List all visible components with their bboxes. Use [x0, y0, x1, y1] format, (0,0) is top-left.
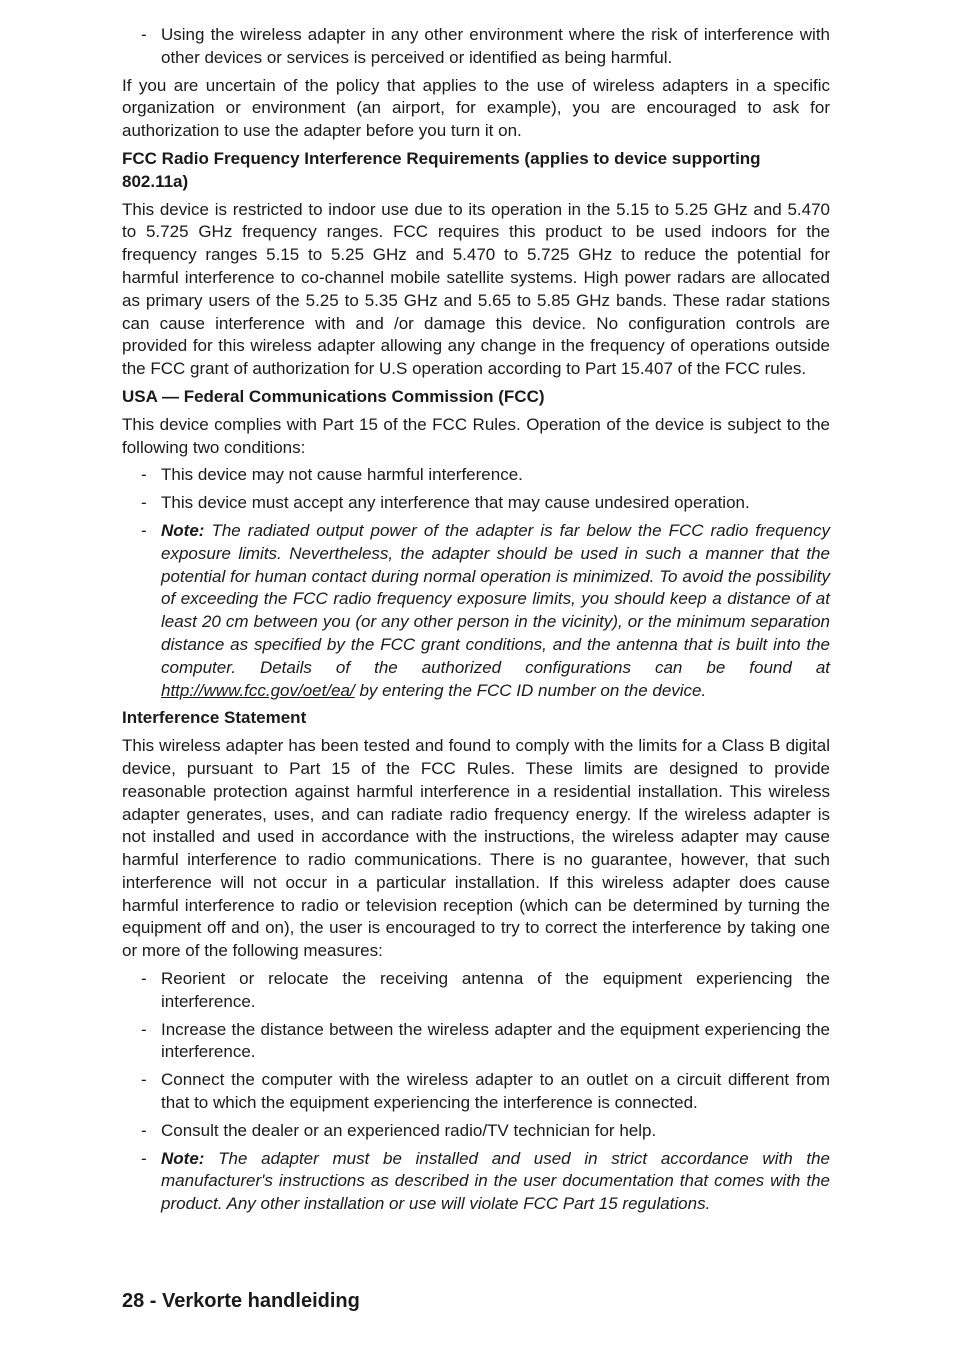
dash-bullet: -	[141, 465, 147, 485]
list-item-text: Increase the distance between the wireless adapter and the equipment experiencing the interference.	[161, 1019, 830, 1062]
list-item-text: Using the wireless adapter in any other environment where the risk of interference with other devices or services is perceived or identified as being harmful.	[161, 25, 830, 67]
note-item	[122, 1148, 830, 1216]
dash-bullet: -	[141, 969, 147, 989]
fcc-link[interactable]: http://www.fcc.gov/oet/ea/	[161, 680, 355, 700]
list-item-text: This device may not cause harmful interference.	[161, 465, 523, 485]
usa-fcc-list	[122, 464, 830, 702]
list-item-text: Connect the computer with the wireless adapter to an outlet on a circuit different from that to which the equipment experiencing the interference is connected.	[161, 1070, 830, 1113]
dash-bullet: -	[141, 25, 147, 44]
dash-bullet: -	[141, 493, 147, 513]
document-page	[122, 24, 830, 1221]
note-text-end: by entering the FCC ID number on the device.	[354, 680, 707, 700]
usa-fcc-paragraph: This device complies with Part 15 of the FCC Rules. Operation of the device is subject to the following two conditions:	[122, 414, 830, 457]
list-item	[122, 464, 830, 487]
dash-bullet: -	[141, 1019, 147, 1039]
fcc-rf-paragraph: This device is restricted to indoor use due to its operation in the 5.15 to 5.25 GHz and 5.470 to 5.725 GHz frequency ranges. FCC requires this product to be used indoors for the frequency ranges 5.15 to 5.25 GHz and 5.470 to 5.725 GHz to reduce the potential for harmful interference to co-channel mobile satellite systems. High power radars are allocated as primary users of the 5.25 to 5.35 GHz and 5.65 to 5.85 GHz bands. These radar stations can cause interference with and /or damage this device. No configuration controls are provided for this wireless adapter allowing any change in the frequency of operations outside the FCC grant of authorization for U.S operation according to Part 15.407 of the FCC rules.	[122, 199, 830, 379]
note-text: The adapter must be installed and used in strict accordance with the manufacturer's instructions as described in the user documentation that comes with the product. Any other installation or use will violate FCC Part 15 regulations.	[161, 1148, 830, 1214]
interference-heading: Interference Statement	[122, 708, 307, 728]
interference-paragraph: This wireless adapter has been tested and found to comply with the limits for a Class B digital device, pursuant to Part 15 of the FCC Rules. These limits are designed to provide reasonable protection against harmful interference in a residential installation. This wireless adapter generates, uses, and can radiate radio frequency energy. If the wireless adapter is not installed and used in accordance with the instructions, the wireless adapter may cause harmful interference to radio communications. There is no guarantee, however, that such interference will not occur in a particular installation. If this wireless adapter does cause harmful interference to radio or television reception (which can be determined by turning the equipment off and on), the user is encouraged to try to correct the interference by taking one or more of the following measures:	[122, 736, 830, 961]
usa-fcc-heading: USA — Federal Communications Commission (FCC)	[122, 386, 545, 406]
list-item	[122, 1019, 830, 1065]
dash-bullet: -	[141, 1148, 147, 1168]
list-item-text: Reorient or relocate the receiving antenna of the equipment experiencing the interference.	[161, 969, 830, 1011]
fcc-rf-heading: FCC Radio Frequency Interference Requirements (applies to device supporting 802.11a)	[122, 148, 761, 191]
list-item	[122, 24, 830, 70]
note-item	[122, 520, 830, 702]
intro-paragraph: If you are uncertain of the policy that applies to the use of wireless adapters in a specific organization or environment (an airport, for example), you are encouraged to ask for authorization to use the adapter before you turn it on.	[122, 75, 830, 141]
dash-bullet: -	[141, 520, 147, 540]
note-label: Note:	[161, 520, 205, 540]
note-label: Note:	[161, 1148, 205, 1168]
list-item-text: Consult the dealer or an experienced radio/TV technician for help.	[161, 1120, 657, 1140]
dash-bullet: -	[141, 1070, 147, 1090]
list-item	[122, 1069, 830, 1115]
list-item	[122, 968, 830, 1014]
page-footer: 28 - Verkorte handleiding	[122, 1290, 360, 1312]
list-item	[122, 1120, 830, 1143]
note-text: The radiated output power of the adapter is far below the FCC radio frequency exposure limits. Nevertheless, the adapter should be used in such a manner that the potential for human contact during normal operation is minimized. To avoid the possibility of exceeding the FCC radio frequency exposure limits, you should keep a distance of at least 20 cm between you (or any other person in the vicinity), or the minimum separation distance as specified by the FCC grant conditions, and the antenna that is built into the computer. Details of the authorized configurations can be found at	[161, 520, 830, 677]
list-item-text: This device must accept any interference that may cause undesired operation.	[161, 493, 750, 513]
interference-list	[122, 968, 830, 1216]
list-item	[122, 492, 830, 515]
dash-bullet: -	[141, 1120, 147, 1140]
top-list	[122, 24, 830, 70]
